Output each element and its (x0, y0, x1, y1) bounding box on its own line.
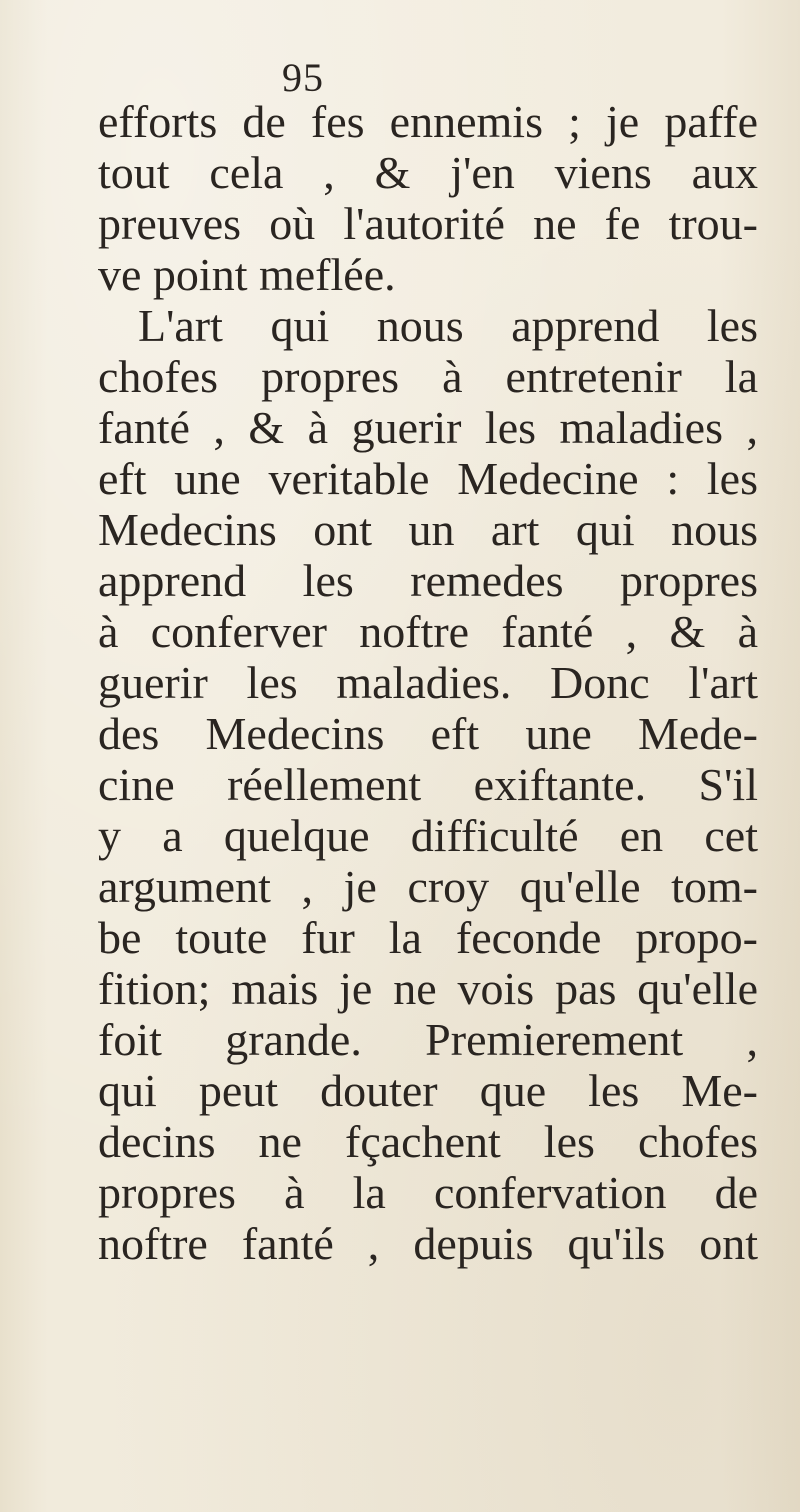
text-line: foit grande. Premierement , (98, 1014, 758, 1065)
text-line: des Medecins eft une Mede- (98, 708, 758, 759)
text-line: chofes propres à entretenir la (98, 351, 758, 402)
text-line: apprend les remedes propres (98, 555, 758, 606)
text-line: à conferver noftre fanté , & à (98, 606, 758, 657)
body-text (98, 96, 758, 1269)
text-line: eft une veritable Medecine : les (98, 453, 758, 504)
text-line: fition; mais je ne vois pas qu'elle (98, 963, 758, 1014)
text-line: efforts de fes ennemis ; je paffe (98, 96, 758, 147)
text-line: decins ne fçachent les chofes (98, 1116, 758, 1167)
page-number: 95 (282, 55, 324, 100)
text-line: noftre fanté , depuis qu'ils ont (98, 1218, 758, 1269)
text-line: cine réellement exiftante. S'il (98, 759, 758, 810)
text-line: preuves où l'autorité ne fe trou- (98, 198, 758, 249)
text-line: Medecins ont un art qui nous (98, 504, 758, 555)
text-line: tout cela , & j'en viens aux (98, 147, 758, 198)
text-line: qui peut douter que les Me- (98, 1065, 758, 1116)
text-line: ve point meflée. (98, 249, 396, 300)
text-line: guerir les maladies. Donc l'art (98, 657, 758, 708)
text-line: propres à la confervation de (98, 1167, 758, 1218)
text-line: fanté , & à guerir les maladies , (98, 402, 758, 453)
text-line: y a quelque difficulté en cet (98, 810, 758, 861)
text-line: be toute fur la feconde propo- (98, 912, 758, 963)
text-line: argument , je croy qu'elle tom- (98, 861, 758, 912)
text-line: L'art qui nous apprend les (138, 300, 758, 351)
